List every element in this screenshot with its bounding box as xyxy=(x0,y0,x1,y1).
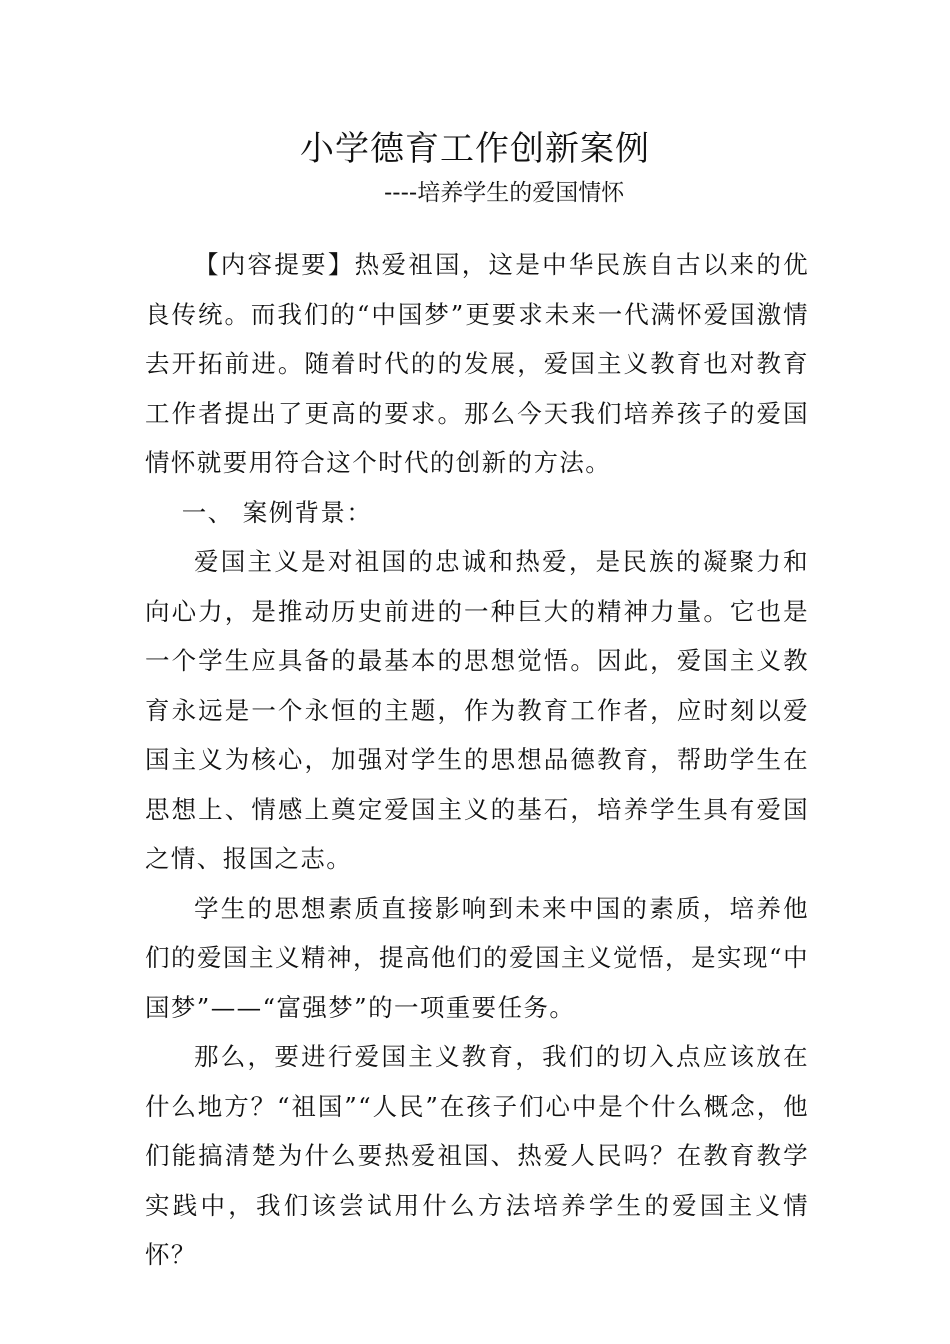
abstract-paragraph: 【内容提要】热爱祖国，这是中华民族自古以来的优良传统。而我们的“中国梦”更要求未来一代满怀爱国激情去开拓前进。随着时代的的发展，爱国主义教育也对教育工作者提出了更高的要求。那么今天我们培养孩子的爱国情怀就要用符合这个时代的创新的方法。 xyxy=(145,250,809,477)
page-subtitle: ----培养学生的爱国情怀 xyxy=(384,180,625,206)
body-paragraph: 爱国主义是对祖国的忠诚和热爱，是民族的凝聚力和向心力，是推动历史前进的一种巨大的精神力量。它也是一个学生应具备的最基本的思想觉悟。因此，爱国主义教育永远是一个永恒的主题，作为教育工作者，应时刻以爱国主义为核心，加强对学生的思想品德教育，帮助学生在思想上、情感上奠定爱国主义的基石，培养学生具有爱国之情、报国之志。 xyxy=(145,547,809,873)
body-paragraph: 那么，要进行爱国主义教育，我们的切入点应该放在什么地方？“祖国”“人民”在孩子们心中是个什么概念，他们能搞清楚为什么要热爱祖国、热爱人民吗？在教育教学实践中，我们该尝试用什么方法培养学生的爱国主义情怀？ xyxy=(145,1042,809,1269)
document-body xyxy=(145,240,809,1280)
section-heading: 一、 案例背景： xyxy=(181,497,373,527)
body-paragraph: 学生的思想素质直接影响到未来中国的素质，培养他们的爱国主义精神，提高他们的爱国主义觉悟，是实现“中国梦”——“富强梦”的一项重要任务。 xyxy=(145,893,809,1022)
page-title: 小学德育工作创新案例 xyxy=(300,129,650,169)
